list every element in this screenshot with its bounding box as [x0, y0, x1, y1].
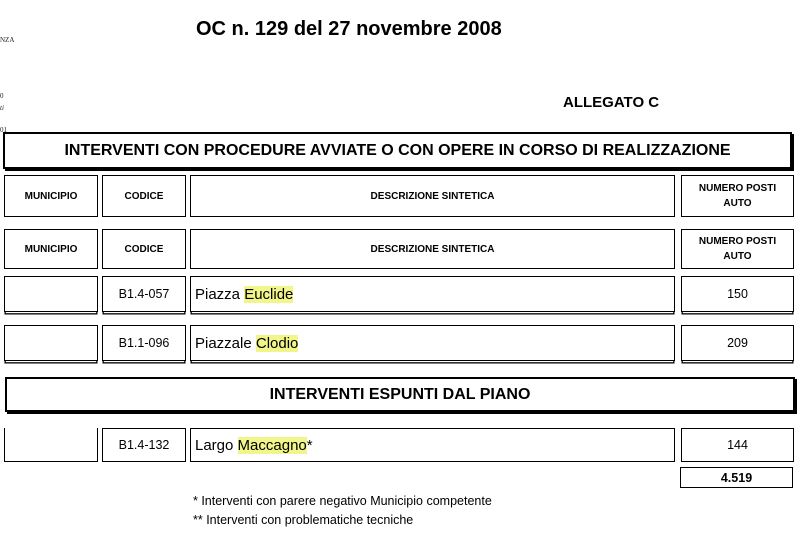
edge-text-fragment: 01: [0, 126, 7, 134]
column-header-codice: [102, 175, 186, 217]
section-title-expunged: [5, 377, 795, 412]
section-title-text: INTERVENTI CON PROCEDURE AVVIATE O CON OPERE IN CORSO DI REALIZZAZIONE: [64, 141, 731, 159]
highlighted-place-name: Euclide: [244, 285, 294, 303]
cell-value: B1.4-132: [118, 438, 170, 452]
table-cell-municipio: [4, 428, 98, 462]
header-label: DESCRIZIONE SINTETICA: [370, 190, 495, 202]
column-header-codice: [102, 229, 186, 269]
column-header-posti: [681, 229, 794, 269]
table-cell-descrizione: [190, 325, 675, 361]
table-cell-posti: [681, 428, 794, 462]
document-title: OC n. 129 del 27 novembre 2008: [196, 18, 502, 40]
edge-text-fragment: ti: [0, 104, 4, 112]
header-label: AUTO: [723, 251, 752, 262]
header-label: DESCRIZIONE SINTETICA: [370, 243, 495, 255]
column-header-municipio: [4, 175, 98, 217]
cell-value: B1.4-057: [118, 287, 170, 301]
header-label: MUNICIPIO: [24, 190, 78, 202]
annex-label: ALLEGATO C: [563, 94, 660, 111]
cell-value: 150: [727, 287, 748, 301]
column-header-descrizione: [190, 229, 675, 269]
edge-text-fragment: NZA: [0, 36, 15, 44]
header-label: CODICE: [124, 243, 164, 255]
header-label: NUMERO POSTI: [698, 236, 777, 247]
cell-value: 144: [727, 438, 748, 452]
header-label: NUMERO POSTI: [698, 183, 777, 194]
section-title-in-progress: [3, 132, 792, 169]
column-header-municipio: [4, 229, 98, 269]
footnote: * Interventi con parere negativo Municipio competente: [193, 494, 492, 508]
footnote: ** Interventi con problematiche tecniche: [193, 513, 414, 527]
table-cell-descrizione: [190, 428, 675, 462]
total-cell: [680, 467, 793, 488]
description-suffix: *: [306, 436, 313, 454]
highlighted-place-name: Clodio: [255, 334, 299, 352]
table-cell-codice: [102, 428, 186, 462]
table-cell-municipio: [4, 325, 98, 361]
table-cell-descrizione: [190, 276, 675, 312]
table-cell-posti: [681, 276, 794, 312]
column-header-posti: [681, 175, 794, 217]
description-text: Piazza: [195, 285, 245, 303]
header-label: AUTO: [723, 198, 752, 209]
column-header-descrizione: [190, 175, 675, 217]
cell-value: 209: [727, 336, 748, 350]
header-label: CODICE: [124, 190, 164, 202]
table-cell-codice: [102, 276, 186, 312]
table-cell-codice: [102, 325, 186, 361]
edge-text-fragment: 0: [0, 92, 4, 100]
description-text: Piazzale: [195, 334, 256, 352]
description-text: Largo: [195, 436, 238, 454]
cell-value: B1.1-096: [118, 336, 170, 350]
table-cell-posti: [681, 325, 794, 361]
section-title-text: INTERVENTI ESPUNTI DAL PIANO: [269, 385, 531, 403]
highlighted-place-name: Maccagno: [237, 436, 307, 454]
table-cell-municipio: [4, 276, 98, 312]
total-value: 4.519: [720, 470, 753, 485]
header-label: MUNICIPIO: [24, 243, 78, 255]
